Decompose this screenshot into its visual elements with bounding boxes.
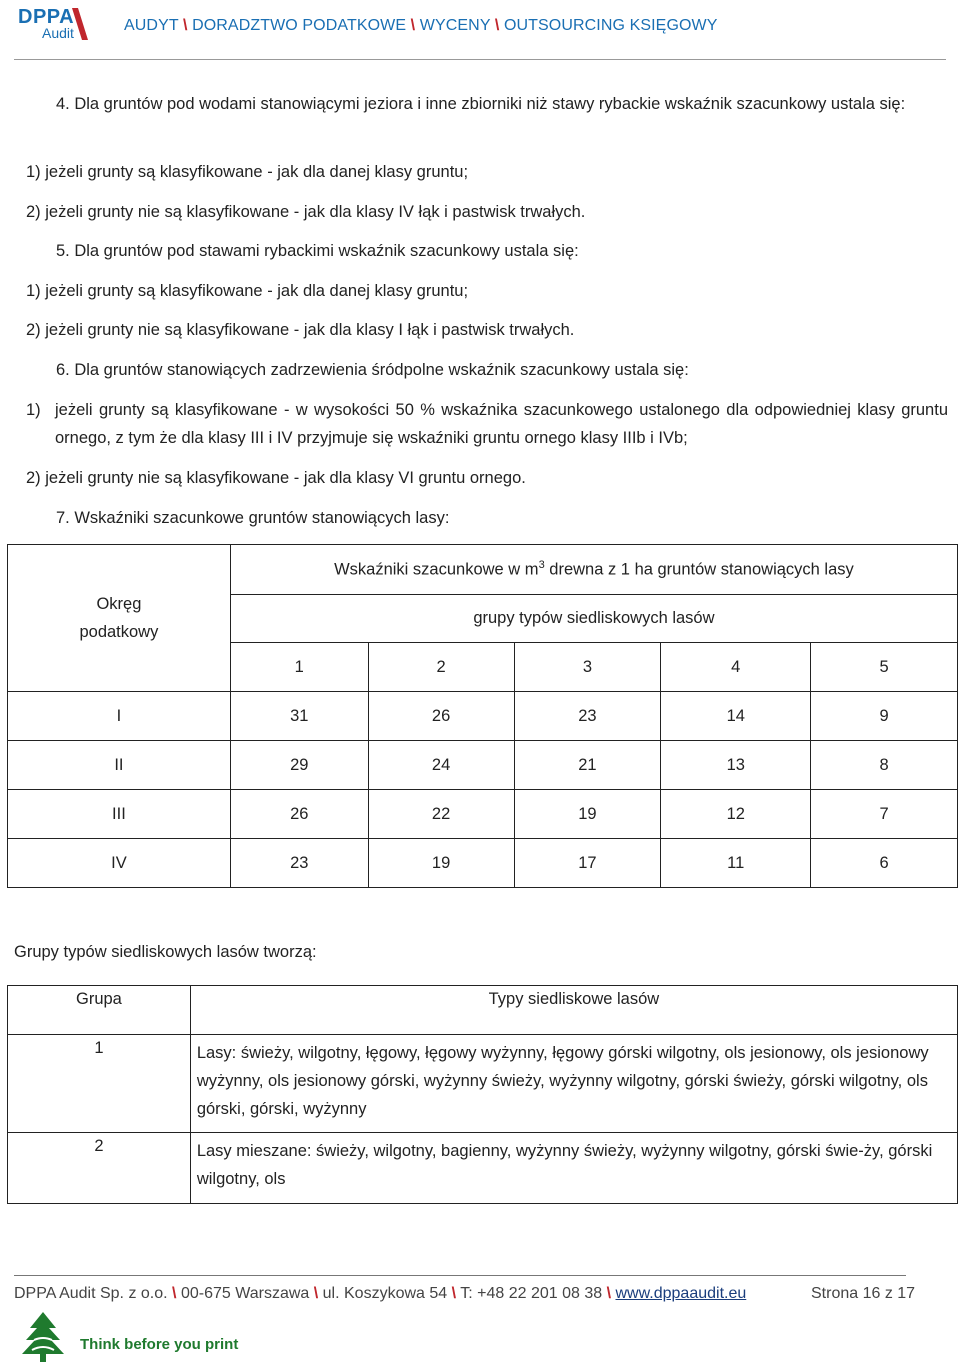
service-tax: DORADZTWO PODATKOWE [192, 17, 407, 34]
section4-item1: 1) jeżeli grunty są klasyfikowane - jak dla danej klasy gruntu; [26, 163, 469, 181]
table-row [8, 1035, 958, 1133]
separator: \ [410, 17, 416, 34]
section5-item2: 2) jeżeli grunty nie są klasyfikowane - jak dla klasy I łąk i pastwisk trwałych. [26, 321, 575, 339]
service-audit: AUDYT [124, 17, 179, 34]
separator: \ [494, 17, 500, 34]
groups-table [7, 985, 958, 1204]
district-cell: III [8, 790, 231, 839]
value-cell: 24 [368, 741, 514, 790]
section7-intro: 7. Wskaźniki szacunkowe gruntów stanowiących lasy: [56, 509, 450, 527]
value-cell: 19 [368, 839, 514, 888]
value-cell: 6 [811, 839, 958, 888]
section4-item2: 2) jeżeli grunty nie są klasyfikowane - jak dla klasy IV łąk i pastwisk trwałych. [26, 203, 586, 221]
value-cell: 13 [661, 741, 811, 790]
group-number: 4 [661, 643, 811, 692]
section5-item1: 1) jeżeli grunty są klasyfikowane - jak dla danej klasy gruntu; [26, 282, 469, 300]
district-cell: I [8, 692, 231, 741]
group-cell: 2 [8, 1133, 191, 1204]
separator: \ [451, 1285, 457, 1302]
value-cell: 12 [661, 790, 811, 839]
table-title-main: Wskaźniki szacunkowe w m [334, 560, 539, 579]
group-number: 1 [230, 643, 368, 692]
value-cell: 26 [230, 790, 368, 839]
footer-divider [14, 1275, 906, 1276]
group-cell: 1 [8, 1035, 191, 1133]
table-row [8, 790, 958, 839]
district-header-cell [8, 545, 231, 692]
table-row [8, 839, 958, 888]
table-title [230, 545, 957, 595]
group-number: 3 [514, 643, 661, 692]
section4-intro: 4. Dla gruntów pod wodami stanowiącymi jeziora i inne zbiorniki niż stawy rybackie wskaźnik szacunkowy ustala się: [56, 95, 906, 113]
table-title-rest: drewna z 1 ha gruntów stanowiących lasy [544, 560, 854, 579]
section6-item1-number: 1) [26, 401, 41, 419]
forest-index-table [7, 544, 958, 888]
value-cell: 31 [230, 692, 368, 741]
separator: \ [182, 17, 188, 34]
section5-intro: 5. Dla gruntów pod stawami rybackimi wskaźnik szacunkowy ustala się: [56, 242, 579, 260]
group-number: 2 [368, 643, 514, 692]
cubic-superscript: 3 [538, 559, 545, 572]
types-cell: Lasy mieszane: świeży, wilgotny, bagienny, wyżynny świeży, wyżynny wilgotny, górski świe-ży, górski wilgotny, ols [190, 1133, 957, 1204]
table-row [8, 1133, 958, 1204]
separator: \ [606, 1285, 612, 1302]
table-row [8, 741, 958, 790]
header-services [124, 17, 718, 35]
logo-main-text: DPPA [18, 6, 75, 28]
section6-item1-text: jeżeli grunty są klasyfikowane - w wysokości 50 % wskaźnika szacunkowego ustalonego dla odpowiedniej klasy gruntu ornego, z tym że dla klasy III i IV przyjmuje się wskaźniki gruntu ornego klasy IIIb i IVb; [55, 401, 948, 447]
table-row [8, 692, 958, 741]
header-divider [14, 59, 946, 60]
logo [18, 6, 90, 42]
value-cell: 7 [811, 790, 958, 839]
footer-website-link[interactable]: www.dppaaudit.eu [615, 1285, 747, 1302]
service-outsourcing: OUTSOURCING KSIĘGOWY [503, 17, 718, 34]
types-cell: Lasy: świeży, wilgotny, łęgowy, łęgowy wyżynny, łęgowy górski wilgotny, ols jesionowy, ols jesionowy wyżynny, ols jesionowy górski, wyżynny świeży, wyżynny wilgotny, górski świeży, górski wilgotny, ols górski, górski, wyżynny [190, 1035, 957, 1133]
section6-intro: 6. Dla gruntów stanowiących zadrzewienia śródpolne wskaźnik szacunkowy ustala się: [56, 361, 689, 379]
footer-address: 00-675 Warszawa [180, 1285, 310, 1302]
header [0, 0, 960, 60]
value-cell: 23 [230, 839, 368, 888]
section6-item2: 2) jeżeli grunty nie są klasyfikowane - jak dla klasy VI gruntu ornego. [26, 469, 526, 487]
logo-sub-text: Audit [42, 25, 74, 41]
district-cell: II [8, 741, 231, 790]
value-cell: 22 [368, 790, 514, 839]
value-cell: 29 [230, 741, 368, 790]
value-cell: 21 [514, 741, 661, 790]
footer-street: ul. Koszykowa 54 [322, 1285, 448, 1302]
district-cell: IV [8, 839, 231, 888]
group-number: 5 [811, 643, 958, 692]
groups-heading: Grupy typów siedliskowych lasów tworzą: [14, 943, 317, 961]
value-cell: 8 [811, 741, 958, 790]
print-tagline: Think before you print [80, 1336, 239, 1353]
logo-slash-icon [68, 6, 90, 42]
separator: \ [172, 1285, 177, 1302]
separator: \ [313, 1285, 319, 1302]
district-header: Okręg podatkowy [79, 595, 159, 641]
value-cell: 14 [661, 692, 811, 741]
value-cell: 19 [514, 790, 661, 839]
tree-icon [16, 1310, 70, 1364]
page-number: Strona 16 z 17 [811, 1285, 916, 1302]
footer-phone: T: +48 22 201 08 38 [460, 1285, 603, 1302]
value-cell: 26 [368, 692, 514, 741]
value-cell: 11 [661, 839, 811, 888]
value-cell: 23 [514, 692, 661, 741]
footer-company: DPPA Audit Sp. z o.o. [14, 1285, 168, 1302]
value-cell: 9 [811, 692, 958, 741]
types-col-header: Typy siedliskowe lasów [190, 986, 957, 1035]
footer-contact [14, 1285, 746, 1303]
table-subtitle: grupy typów siedliskowych lasów [230, 595, 957, 643]
groups-col-header: Grupa [8, 986, 191, 1035]
service-valuation: WYCENY [419, 17, 491, 34]
value-cell: 17 [514, 839, 661, 888]
